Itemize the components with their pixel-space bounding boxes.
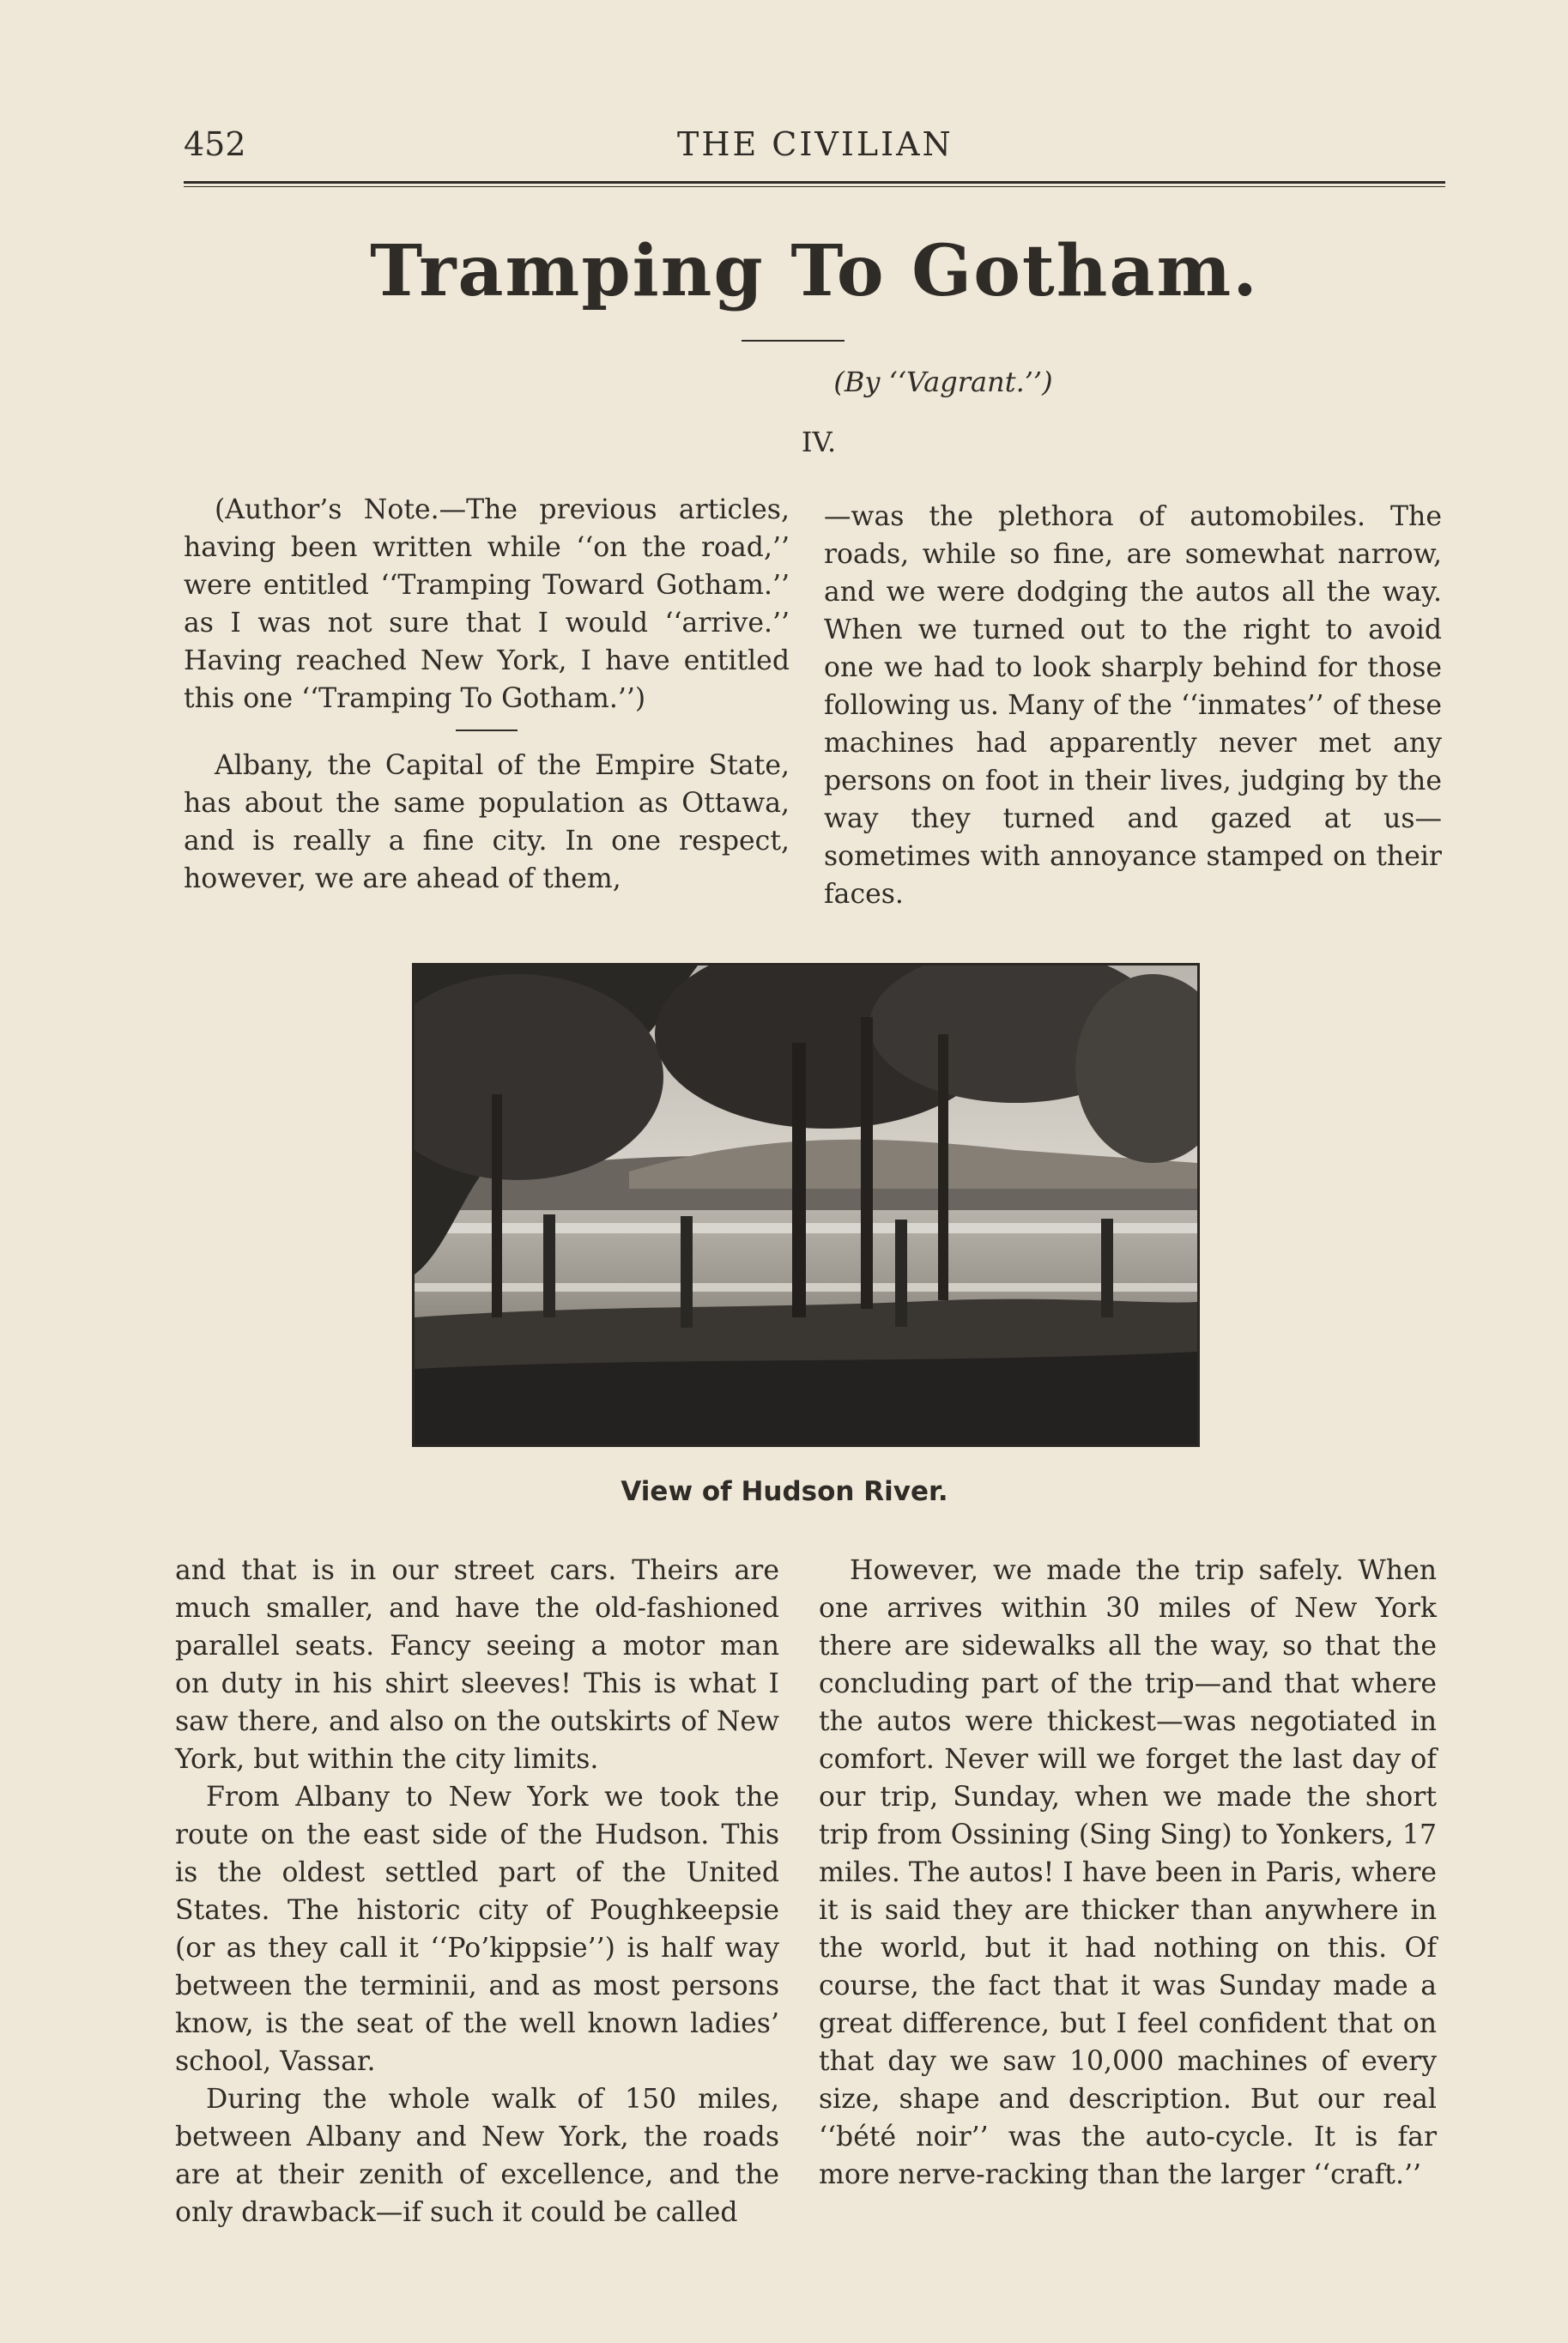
- hudson-river-photo: [412, 963, 1200, 1447]
- article-byline: (By ‘‘Vagrant.’’): [833, 366, 1053, 398]
- paragraph-albany: Albany, the Capital of the Empire State, has about the same population as Ottawa, and is really a fine city. In one respect, however, we are ahead of them,: [184, 750, 790, 894]
- part-number: IV.: [801, 426, 837, 458]
- page-header: [184, 120, 1445, 172]
- header-rule: [184, 181, 1445, 184]
- column-left-bottom: [175, 1552, 779, 2231]
- article-title: Tramping To Gotham.: [370, 230, 1259, 312]
- column-left-top: [184, 491, 790, 898]
- paragraph-route: From Albany to New York we took the route on the east side of the Hudson. This is the oldest settled part of the United States. The historic city of Poughkeepsie (or as they call it ‘‘Po’kippsie’’) is half way between the terminii, and as most persons know, is the seat of the well known ladies’ school, Vassar.: [175, 1782, 779, 2077]
- photo-caption: View of Hudson River.: [621, 1476, 948, 1507]
- note-separator: [456, 730, 518, 731]
- paragraph-street-cars: and that is in our street cars. Theirs are much smaller, and have the old-fashioned parallel seats. Fancy seeing a motor man on duty in his shirt sleeves! This is what I saw there, and also on the outskirts of New York, but within the city limits.: [175, 1555, 779, 1775]
- authors-note: (Author’s Note.—The previous articles, having been written while ‘‘on the road,’’ were entitled ‘‘Tramping Toward Gotham.’’ as I was not sure that I would ‘‘arrive.’’ Having reached New York, I have entitled this one ‘‘Tramping To Gotham.’’): [184, 494, 790, 714]
- column-right-bottom: [819, 1552, 1437, 2194]
- page-number: 452: [184, 125, 246, 163]
- photo-illustration: [415, 966, 1197, 1444]
- running-title: THE CIVILIAN: [677, 125, 954, 163]
- column-right-top: [824, 498, 1442, 913]
- title-divider: [742, 340, 845, 342]
- header-rule-thin: [184, 186, 1445, 187]
- paragraph-however: However, we made the trip safely. When one arrives within 30 miles of New York there are sidewalks all the way, so that the concluding part of the trip—and that where the autos were thickest—was negotiated in comfort. Never will we forget the last day of our trip, Sunday, when we made the short trip from Ossining (Sing Sing) to Yonkers, 17 miles. The autos! I have been in Paris, where it is said they are thicker than anywhere in the world, but it had nothing on this. Of course, the fact that it was Sunday made a great difference, but I feel confident that on that day we saw 10,000 machines of every size, shape and description. But our real ‘‘bété noir’’ was the auto-cycle. It is far more nerve-racking than the larger ‘‘craft.’’: [819, 1555, 1437, 2190]
- paragraph-plethora: —was the plethora of automobiles. The roads, while so fine, are somewhat narrow, and we were dodging the autos all the way. When we turned out to the right to avoid one we had to look sharply behind for those following us. Many of the ‘‘inmates’’ of these machines had apparently never met any persons on foot in their lives, judging by the way they turned and gazed at us—sometimes with annoyance stamped on their faces.: [824, 501, 1442, 910]
- paragraph-walk: During the whole walk of 150 miles, between Albany and New York, the roads are at their zenith of excellence, and the only drawback—if such it could be called: [175, 2084, 779, 2228]
